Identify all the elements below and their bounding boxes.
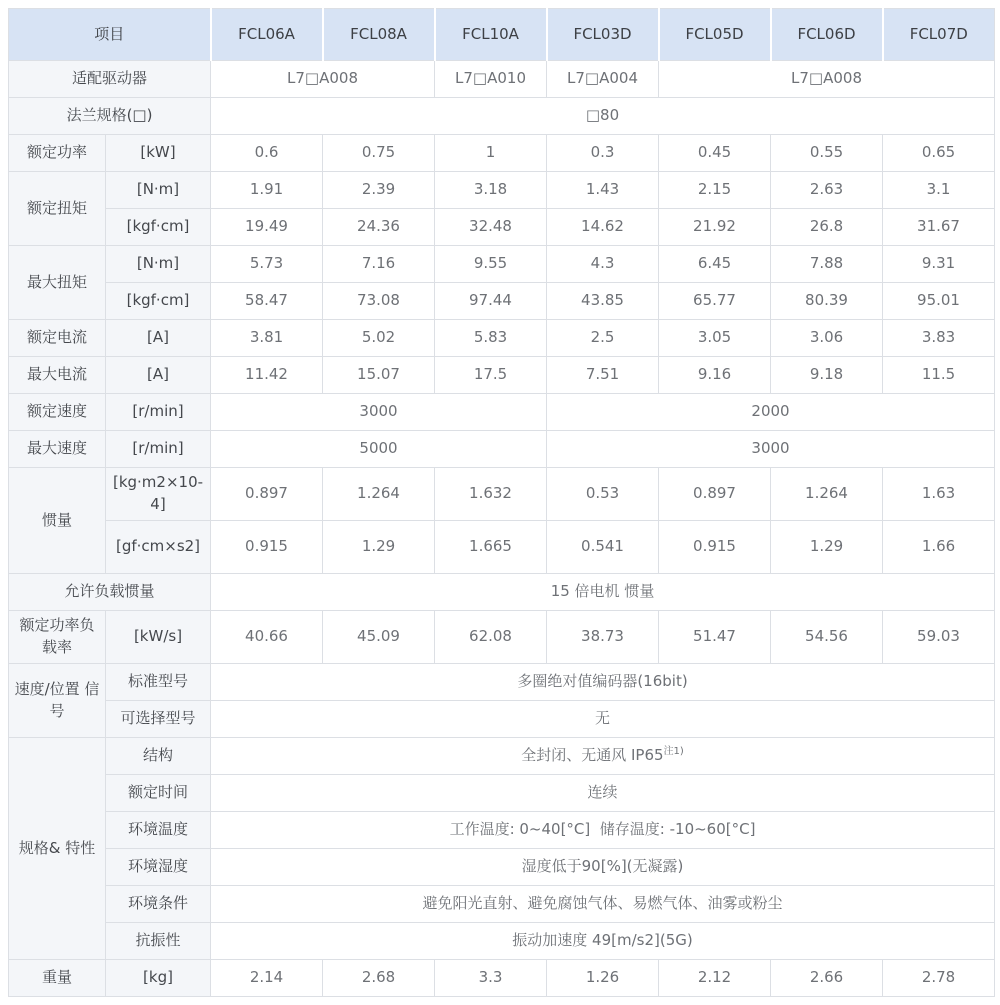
value-cell: 0.6 (211, 135, 323, 172)
unit-cell: [N·m] (106, 246, 211, 283)
unit-cell: [r/min] (106, 431, 211, 468)
row-allowed-load-inertia (9, 574, 995, 611)
value-cell: 0.55 (771, 135, 883, 172)
value-cell: 26.8 (771, 209, 883, 246)
value-cell: 43.85 (547, 283, 659, 320)
row-inertia-gfcm (9, 521, 995, 574)
motor-spec-table (8, 8, 995, 997)
row-rated-torque-nm (9, 172, 995, 209)
value-cell: 振动加速度 49[m/s2](5G) (211, 923, 995, 960)
row-max-torque-nm (9, 246, 995, 283)
row-label: 额定扭矩 (9, 172, 106, 246)
value-cell: 24.36 (323, 209, 435, 246)
value-cell: 0.65 (883, 135, 995, 172)
value-cell: 95.01 (883, 283, 995, 320)
row-label: 额定功率 (9, 135, 106, 172)
value-cell: 31.67 (883, 209, 995, 246)
value-cell: 0.541 (547, 521, 659, 574)
value-cell: 1.91 (211, 172, 323, 209)
header-item: 项目 (9, 9, 211, 61)
value-cell: 14.62 (547, 209, 659, 246)
row-label: 最大速度 (9, 431, 106, 468)
row-signal-standard (9, 664, 995, 701)
unit-cell: [kg·m2×10-4] (106, 468, 211, 521)
value-cell: 避免阳光直射、避免腐蚀气体、易燃气体、油雾或粉尘 (211, 886, 995, 923)
value-cell: 2.12 (659, 960, 771, 997)
row-label: 最大电流 (9, 357, 106, 394)
row-max-torque-kgfcm (9, 283, 995, 320)
value-cell: 7.16 (323, 246, 435, 283)
value-cell: 97.44 (435, 283, 547, 320)
value-cell: 1.264 (323, 468, 435, 521)
value-cell: 1 (435, 135, 547, 172)
row-spec-structure (9, 738, 995, 775)
value-cell: 62.08 (435, 611, 547, 664)
row-label: 速度/位置 信号 (9, 664, 106, 738)
value-cell: 1.632 (435, 468, 547, 521)
header-model: FCL06D (771, 9, 883, 61)
header-model: FCL05D (659, 9, 771, 61)
value-cell: 15.07 (323, 357, 435, 394)
row-inertia-kgm2 (9, 468, 995, 521)
value-cell: 连续 (211, 775, 995, 812)
value-cell: 59.03 (883, 611, 995, 664)
value-cell: 无 (211, 701, 995, 738)
header-model: FCL07D (883, 9, 995, 61)
row-label: 额定速度 (9, 394, 106, 431)
value-cell: 32.48 (435, 209, 547, 246)
value-cell: 0.3 (547, 135, 659, 172)
value-cell: 2.15 (659, 172, 771, 209)
value-cell: 湿度低于90[%](无凝露) (211, 849, 995, 886)
value-cell: □80 (211, 98, 995, 135)
value-cell: 7.51 (547, 357, 659, 394)
unit-cell: [A] (106, 320, 211, 357)
value-cell: 1.665 (435, 521, 547, 574)
value-cell: 0.45 (659, 135, 771, 172)
row-rated-current (9, 320, 995, 357)
value-cell: 多圈绝对值编码器(16bit) (211, 664, 995, 701)
value-cell: 9.31 (883, 246, 995, 283)
row-label: 最大扭矩 (9, 246, 106, 320)
unit-cell: [kW/s] (106, 611, 211, 664)
row-label: 法兰规格(□) (9, 98, 211, 135)
row-spec-ambient-humidity (9, 849, 995, 886)
value-cell: 1.29 (771, 521, 883, 574)
value-cell: 0.915 (211, 521, 323, 574)
row-spec-vibration (9, 923, 995, 960)
value-cell: 65.77 (659, 283, 771, 320)
sub-label: 环境条件 (106, 886, 211, 923)
sub-label: 标准型号 (106, 664, 211, 701)
value-cell: 1.43 (547, 172, 659, 209)
row-label: 允许负载惯量 (9, 574, 211, 611)
value-cell: 5.83 (435, 320, 547, 357)
value-cell: 0.75 (323, 135, 435, 172)
value-cell: 1.264 (771, 468, 883, 521)
value-cell: 73.08 (323, 283, 435, 320)
row-rated-power-load (9, 611, 995, 664)
value-cell: L7□A008 (211, 61, 435, 98)
value-cell (211, 738, 995, 775)
unit-cell: [kgf·cm] (106, 209, 211, 246)
value-cell: 3000 (211, 394, 547, 431)
row-max-current (9, 357, 995, 394)
value-cell: 9.18 (771, 357, 883, 394)
value-cell: 1.26 (547, 960, 659, 997)
value-cell: 6.45 (659, 246, 771, 283)
row-label: 额定电流 (9, 320, 106, 357)
unit-cell: [kg] (106, 960, 211, 997)
row-label: 规格& 特性 (9, 738, 106, 960)
row-spec-rated-time (9, 775, 995, 812)
value-cell: 3.81 (211, 320, 323, 357)
value-cell: 0.897 (659, 468, 771, 521)
value-cell: 2000 (547, 394, 995, 431)
unit-cell: [kW] (106, 135, 211, 172)
value-cell: 21.92 (659, 209, 771, 246)
value-cell: 2.63 (771, 172, 883, 209)
sub-label: 结构 (106, 738, 211, 775)
structure-value: 全封闭、无通风 IP65 (521, 746, 664, 765)
unit-cell: [N·m] (106, 172, 211, 209)
value-cell: 3.06 (771, 320, 883, 357)
value-cell: 0.897 (211, 468, 323, 521)
value-cell: 2.68 (323, 960, 435, 997)
value-cell: L7□A004 (547, 61, 659, 98)
value-cell: 3.18 (435, 172, 547, 209)
sub-label: 环境湿度 (106, 849, 211, 886)
row-rated-speed (9, 394, 995, 431)
value-cell: 38.73 (547, 611, 659, 664)
value-cell: 9.16 (659, 357, 771, 394)
row-label: 额定功率负载率 (9, 611, 106, 664)
header-model: FCL03D (547, 9, 659, 61)
header-model: FCL08A (323, 9, 435, 61)
sub-label: 环境温度 (106, 812, 211, 849)
value-cell: 2.5 (547, 320, 659, 357)
value-cell: 45.09 (323, 611, 435, 664)
row-rated-power (9, 135, 995, 172)
value-cell: L7□A010 (435, 61, 547, 98)
value-cell: 80.39 (771, 283, 883, 320)
value-cell: 1.29 (323, 521, 435, 574)
row-driver (9, 61, 995, 98)
value-cell: 17.5 (435, 357, 547, 394)
value-cell: 9.55 (435, 246, 547, 283)
value-cell: 2.39 (323, 172, 435, 209)
value-cell: 1.66 (883, 521, 995, 574)
value-cell: 0.915 (659, 521, 771, 574)
row-spec-ambient-temp (9, 812, 995, 849)
row-label: 惯量 (9, 468, 106, 574)
value-cell: 58.47 (211, 283, 323, 320)
header-model: FCL10A (435, 9, 547, 61)
row-label: 适配驱动器 (9, 61, 211, 98)
value-cell: 2.78 (883, 960, 995, 997)
value-cell: 3.1 (883, 172, 995, 209)
value-cell: 11.5 (883, 357, 995, 394)
value-cell: 5000 (211, 431, 547, 468)
value-cell: 15 倍电机 惯量 (211, 574, 995, 611)
value-cell: 5.73 (211, 246, 323, 283)
value-cell: 54.56 (771, 611, 883, 664)
value-cell: 51.47 (659, 611, 771, 664)
sub-label: 额定时间 (106, 775, 211, 812)
value-cell: 2.66 (771, 960, 883, 997)
unit-cell: [A] (106, 357, 211, 394)
value-cell: 7.88 (771, 246, 883, 283)
row-signal-optional (9, 701, 995, 738)
row-spec-ambient-conditions (9, 886, 995, 923)
value-cell: 11.42 (211, 357, 323, 394)
value-cell: 3000 (547, 431, 995, 468)
value-cell: 5.02 (323, 320, 435, 357)
value-cell: 3.83 (883, 320, 995, 357)
value-cell: 19.49 (211, 209, 323, 246)
row-rated-torque-kgfcm (9, 209, 995, 246)
sub-label: 可选择型号 (106, 701, 211, 738)
row-label: 重量 (9, 960, 106, 997)
row-max-speed (9, 431, 995, 468)
unit-cell: [r/min] (106, 394, 211, 431)
value-cell: L7□A008 (659, 61, 995, 98)
footnote-marker: 注1) (663, 746, 684, 758)
header-row (9, 9, 995, 61)
value-cell: 0.53 (547, 468, 659, 521)
value-cell: 3.05 (659, 320, 771, 357)
value-cell: 2.14 (211, 960, 323, 997)
value-cell: 3.3 (435, 960, 547, 997)
unit-cell: [gf·cm×s2] (106, 521, 211, 574)
value-cell: 40.66 (211, 611, 323, 664)
value-cell: 4.3 (547, 246, 659, 283)
value-cell: 1.63 (883, 468, 995, 521)
header-model: FCL06A (211, 9, 323, 61)
sub-label: 抗振性 (106, 923, 211, 960)
unit-cell: [kgf·cm] (106, 283, 211, 320)
row-weight (9, 960, 995, 997)
row-flange (9, 98, 995, 135)
value-cell: 工作温度: 0~40[°C] 储存温度: -10~60[°C] (211, 812, 995, 849)
